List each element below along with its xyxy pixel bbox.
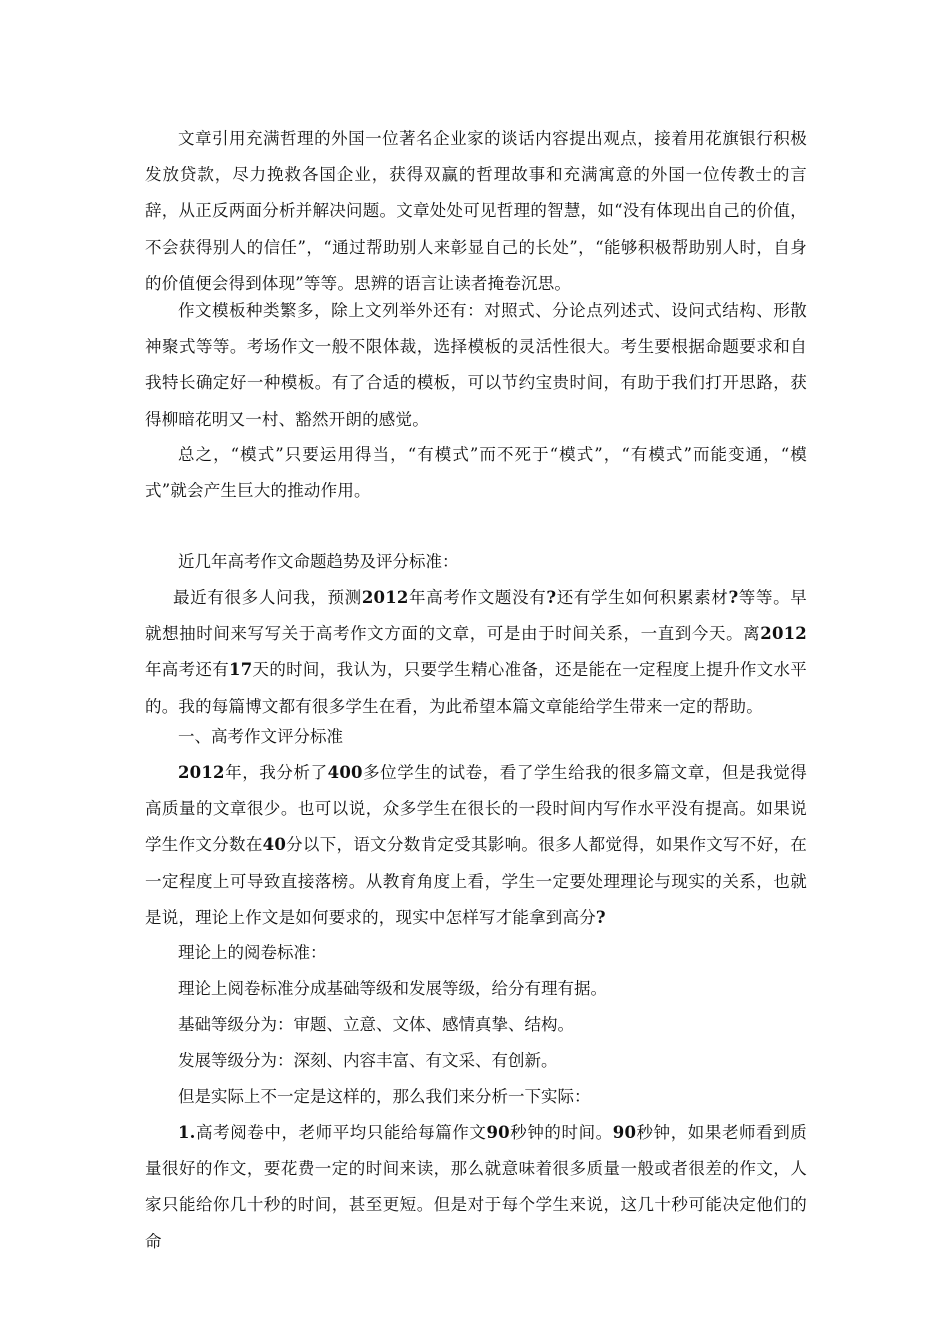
- paragraph-template-analysis: [145, 121, 807, 302]
- text-run: 年高考作文题没有: [408, 588, 547, 607]
- question-mark: ?: [546, 588, 557, 607]
- line-reality: 但是实际上不一定是这样的，那么我们来分析一下实际：: [178, 1087, 591, 1106]
- question-mark: ?: [728, 588, 739, 607]
- paragraph-template-types: [145, 293, 807, 438]
- paragraph-point-one: [145, 1115, 807, 1260]
- days-number: 17: [229, 660, 253, 680]
- paragraph-text: 文章引用充满哲理的外国一位著名企业家的谈话内容提出观点，接着用花旗银行积极发放贷款，尽力挽救各国企业，获得双赢的哲理故事和充满寓意的外国一位传教士的言辞，从正反两面分析并解决问题。文章处处可见哲理的智慧，如“没有体现出自己的价值，不会获得别人的信任”，“通过帮助别人来彰显自己的长处”，“能够积极帮助别人时，自身的价值便会得到体现”等等。思辨的语言让读者掩卷沉思。: [145, 129, 807, 293]
- year-number: 2012: [760, 624, 807, 644]
- paragraph-text: 总之，“模式”只要运用得当，“有模式”而不死于“模式”，“有模式”而能变通，“模式”就会产生巨大的推动作用。: [145, 445, 807, 501]
- text-run: 高考阅卷中，老师平均只能给每篇作文: [195, 1123, 487, 1142]
- text-run: 年高考还有: [145, 660, 230, 680]
- line-basic-levels: 基础等级分为：审题、立意、文体、感情真挚、结构。: [178, 1015, 574, 1034]
- question-mark: ?: [595, 907, 606, 927]
- text-run: 多位学生的试卷，看了学生给我的很多篇文章，但是我觉得高质量的文章很少。也可以说，众多学生在很长的一段时间内写作水平没有提高。如果说学生作文分数在: [145, 763, 807, 855]
- text-run: 天的时间，我认为，只要学生精心准备，还是能在一定程度上提升作文水平的。我的每篇博文都有很多学生在看，为此希望本篇文章能给学生带来一定的帮助。: [145, 660, 807, 716]
- text-run: 最近有很多人问我，预测: [173, 588, 362, 607]
- text-run: 还有学生如何积累素材: [556, 588, 729, 607]
- line-theory-levels: 理论上阅卷标准分成基础等级和发展等级，给分有理有据。: [178, 979, 607, 998]
- text-run: 秒钟的时间。: [509, 1123, 613, 1142]
- count-number: 400: [327, 763, 363, 782]
- text-run: 秒钟，如果老师看到质量很好的作文，要花费一定的时间来读，那么就意味着很多质量一般或者很差的作文，人家只能给你几十秒的时间，甚至更短。但是对于每个学生来说，这几十秒可能决定他们的命: [145, 1123, 807, 1251]
- year-number: 2012: [178, 763, 225, 782]
- text-run: 分以下，语文分数肯定受其影响。很多人都觉得，如果作文写不好，在一定程度上可导致直接落榜。从教育角度上看，学生一定要处理理论与现实的关系，也就是说，理论上作文是如何要求的，现实中怎样写才能拿到高分: [145, 835, 807, 927]
- section-heading-trends: 近几年高考作文命题趋势及评分标准：: [178, 552, 459, 571]
- score-number: 40: [262, 835, 287, 855]
- section-heading-scoring: 一、高考作文评分标准: [178, 727, 343, 746]
- paragraph-conclusion: [145, 437, 807, 509]
- paragraph-intro: [145, 580, 807, 725]
- paragraph-text: 作文模板种类繁多，除上文列举外还有：对照式、分论点列述式、设问式结构、形散神聚式等等。考场作文一般不限体裁，选择模板的灵活性很大。考生要根据命题要求和自我特长确定好一种模板。有了合适的模板，可以节约宝贵时间，有助于我们打开思路，获得柳暗花明又一村、豁然开朗的感觉。: [145, 301, 807, 429]
- paragraph-analysis: [145, 755, 807, 936]
- text-run: 等等。早就想抽时间来写写关于高考作文方面的文章，可是由于时间关系，一直到今天。离: [145, 588, 808, 644]
- seconds-number: 90: [486, 1123, 510, 1142]
- list-number: 1.: [178, 1123, 196, 1142]
- line-theory-standard: 理论上的阅卷标准：: [178, 943, 327, 962]
- seconds-number: 90: [612, 1123, 637, 1142]
- text-run: 年，我分析了: [224, 763, 328, 782]
- year-number: 2012: [361, 588, 409, 607]
- line-development-levels: 发展等级分为：深刻、内容丰富、有文采、有创新。: [178, 1051, 558, 1070]
